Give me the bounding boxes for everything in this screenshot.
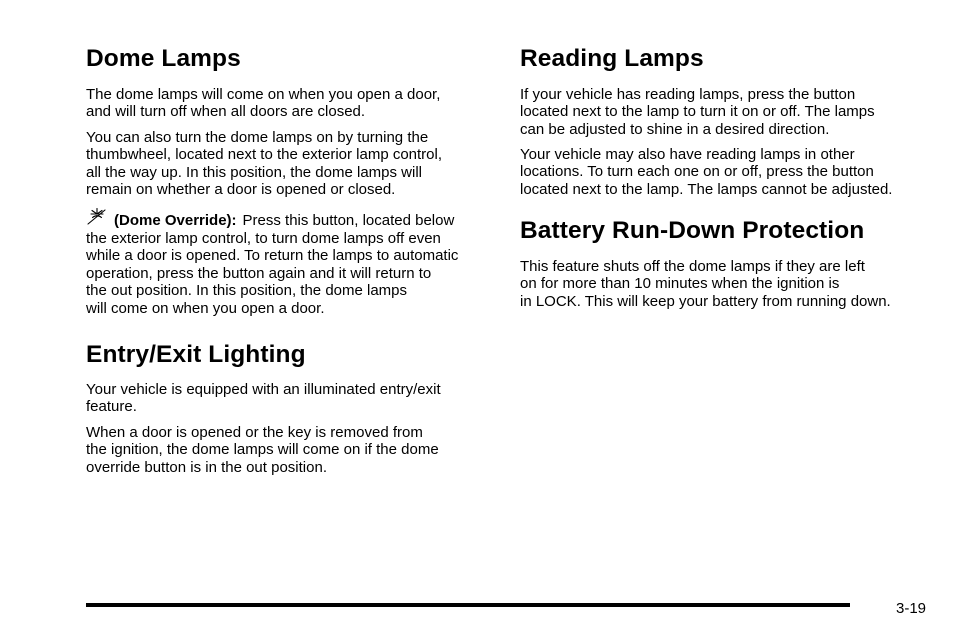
text-line: When a door is opened or the key is removed from bbox=[86, 424, 423, 441]
text-line: all the way up. In this position, the dome lamps will bbox=[86, 163, 422, 181]
battery-protection-paragraph bbox=[520, 258, 891, 310]
text-line: the out position. In this position, the dome lamps bbox=[86, 282, 408, 300]
entry-exit-heading: Entry/Exit Lighting bbox=[86, 341, 306, 368]
text-line: the ignition, the dome lamps will come on if the dome bbox=[86, 441, 439, 459]
dome-override-label: (Dome Override): bbox=[114, 211, 237, 229]
text-line: The dome lamps will come on when you open a door, bbox=[86, 86, 441, 103]
text-line: in LOCK. This will keep your battery from running down. bbox=[520, 292, 891, 310]
text-line: on for more than 10 minutes when the ignition is bbox=[520, 275, 840, 293]
reading-lamps-heading: Reading Lamps bbox=[520, 45, 704, 72]
dome-override-first-line bbox=[86, 211, 458, 229]
text-line: will come on when you open a door. bbox=[86, 299, 325, 317]
text-line: located next to the lamp. The lamps cannot be adjusted. bbox=[520, 180, 893, 198]
text-line: If your vehicle has reading lamps, press the button bbox=[520, 86, 856, 103]
reading-lamps-paragraph-1 bbox=[520, 86, 875, 138]
text-line: located next to the lamp to turn it on or off. The lamps bbox=[520, 103, 875, 121]
text-line: override button is in the out position. bbox=[86, 458, 327, 476]
text-line: and will turn off when all doors are closed. bbox=[86, 103, 366, 121]
dome-lamps-paragraph-2 bbox=[86, 129, 442, 199]
entry-exit-paragraph-2 bbox=[86, 424, 439, 476]
text-line: remain on whether a door is opened or closed. bbox=[86, 181, 396, 199]
text-line: This feature shuts off the dome lamps if they are left bbox=[520, 258, 865, 275]
battery-protection-heading: Battery Run-Down Protection bbox=[520, 217, 865, 244]
dome-override-icon bbox=[86, 208, 110, 226]
text-line: the exterior lamp control, to turn dome lamps off even bbox=[86, 230, 441, 247]
dome-lamps-paragraph-1 bbox=[86, 86, 440, 121]
dome-lamps-heading: Dome Lamps bbox=[86, 45, 241, 72]
dome-override-paragraph bbox=[86, 211, 458, 317]
text-line: can be adjusted to shine in a desired direction. bbox=[520, 120, 830, 138]
text-line: Your vehicle is equipped with an illuminated entry/exit bbox=[86, 381, 441, 398]
text-line: Press this button, located below bbox=[242, 211, 455, 229]
dome-override-body bbox=[86, 230, 458, 317]
footer-rule bbox=[86, 603, 850, 607]
entry-exit-paragraph-1 bbox=[86, 381, 441, 416]
page-number: 3-19 bbox=[896, 600, 927, 617]
text-line: Your vehicle may also have reading lamps in other bbox=[520, 146, 855, 163]
text-line: locations. To turn each one on or off, press the button bbox=[520, 163, 874, 181]
text-line: while a door is opened. To return the lamps to automatic bbox=[86, 247, 459, 265]
text-line: operation, press the button again and it will return to bbox=[86, 264, 432, 282]
text-line: feature. bbox=[86, 398, 137, 416]
text-line: thumbwheel, located next to the exterior lamp control, bbox=[86, 146, 443, 164]
text-line: You can also turn the dome lamps on by turning the bbox=[86, 129, 429, 146]
reading-lamps-paragraph-2 bbox=[520, 146, 892, 198]
